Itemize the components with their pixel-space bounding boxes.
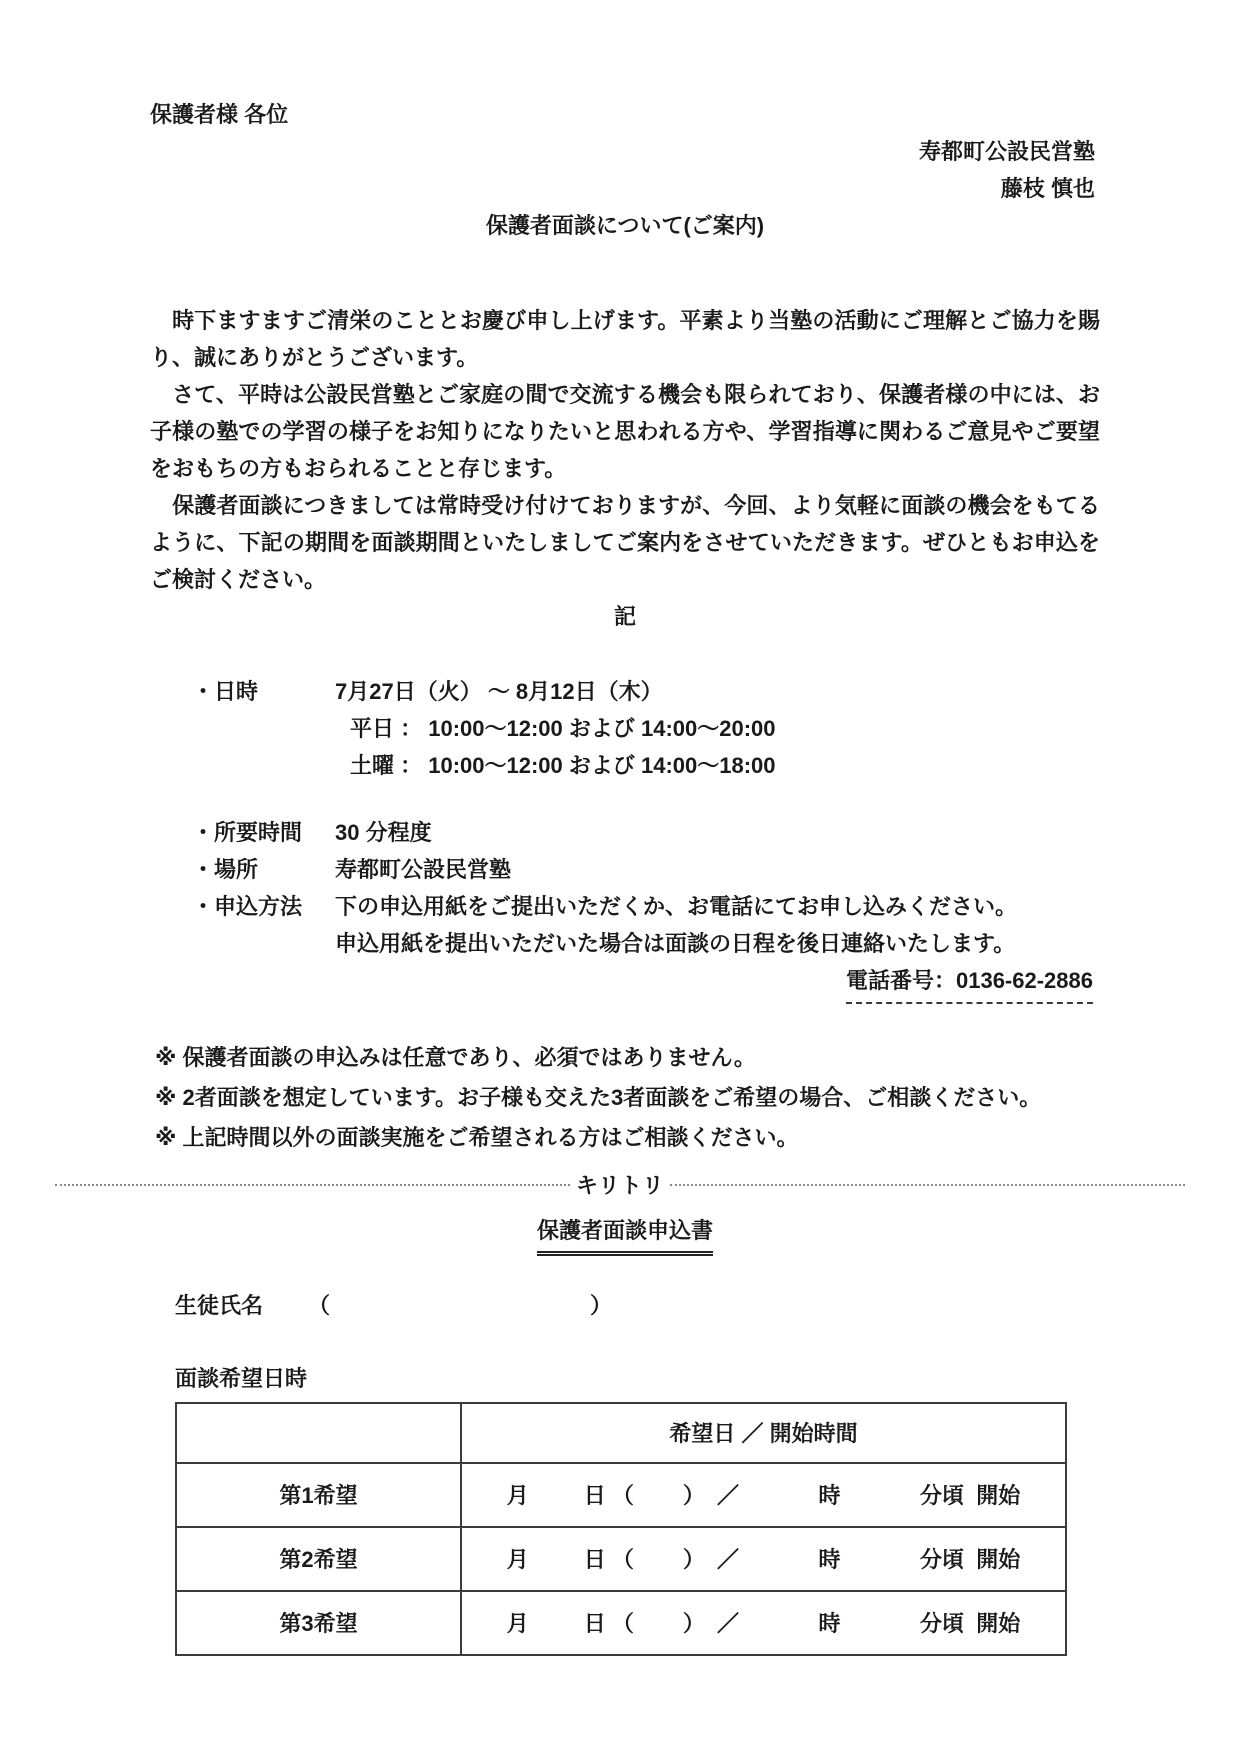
detail-row-saturday-hours	[192, 747, 1100, 784]
form-title: 保護者面談申込書	[537, 1212, 713, 1256]
detail-value: 下の申込用紙をご提出いただくか、お電話にてお申し込みください。	[335, 894, 1018, 919]
table-header-cell: 希望日 ／ 開始時間	[461, 1403, 1066, 1463]
cut-line-left-rule	[55, 1184, 570, 1186]
detail-label	[192, 925, 335, 962]
table-row-first-choice	[176, 1463, 1066, 1527]
row-label: 第1希望	[176, 1463, 461, 1527]
detail-value: 平日 ： 10:00～12:00 および 14:00～20:00	[350, 716, 776, 741]
detail-label	[192, 747, 335, 784]
spacer	[150, 1004, 1100, 1038]
row-blank-schedule: 月 日 （ ） ／ 時 分頃 開始	[461, 1463, 1066, 1527]
document-title: 保護者面談について(ご案内)	[485, 213, 765, 238]
cut-line-right-rule	[670, 1184, 1185, 1186]
note-two-party: ※ 2者面談を想定しています。お子様も交えた3者面談をご希望の場合、ご相談ください。	[155, 1085, 1042, 1110]
student-name-row	[175, 1287, 1100, 1324]
detail-value: 寿都町公設民営塾	[335, 857, 512, 882]
spacer	[150, 1324, 1100, 1360]
table-row-third-choice	[176, 1591, 1066, 1655]
ki-marker: 記	[613, 604, 636, 629]
detail-row-application-method	[192, 888, 1100, 925]
detail-value: 土曜 ： 10:00～12:00 および 14:00～18:00	[350, 753, 776, 778]
recipient-line: 保護者様 各位	[150, 102, 289, 127]
detail-label: ・日時	[192, 679, 259, 704]
student-name-close-paren: ）	[590, 1293, 613, 1318]
row-blank-schedule: 月 日 （ ） ／ 時 分頃 開始	[461, 1591, 1066, 1655]
sender-org: 寿都町公設民営塾	[918, 139, 1095, 164]
table-header-row	[176, 1403, 1066, 1463]
spacer	[150, 635, 1100, 673]
note-other-times: ※ 上記時間以外の面談実施をご希望される方はご相談ください。	[155, 1125, 799, 1150]
paragraph-greeting: 時下ますますご清栄のこととお慶び申し上げます。平素より当塾の活動にご理解とご協力を賜り、誠にありがとうございます。	[150, 308, 1100, 370]
detail-row-place	[192, 851, 1100, 888]
spacer	[150, 1204, 1100, 1212]
detail-value: 30 分程度	[335, 820, 432, 845]
paragraph-context: さて、平時は公設民営塾とご家庭の間で交流する機会も限られており、保護者様の中には、お子様の塾での学習の様子をお知りになりたいと思われる方や、学習指導に関わるご意見やご要望をおもちの方もおられることと存じます。	[150, 382, 1100, 481]
details-list	[192, 673, 1100, 962]
detail-label	[192, 710, 335, 747]
student-name-label: 生徒氏名	[175, 1293, 264, 1318]
detail-label: ・所要時間	[192, 820, 303, 845]
note-optional: ※ 保護者面談の申込みは任意であり、必須ではありません。	[155, 1045, 756, 1070]
detail-row-duration	[192, 814, 1100, 851]
detail-value: 申込用紙を提出いただいた場合は面談の日程を後日連絡いたします。	[335, 931, 1016, 956]
phone-number: 電話番号：0136-62-2886	[846, 962, 1093, 1004]
detail-label: ・場所	[192, 857, 259, 882]
table-header-empty-cell	[176, 1403, 461, 1463]
row-label: 第3希望	[176, 1591, 461, 1655]
table-row-second-choice	[176, 1527, 1066, 1591]
spacer	[150, 244, 1100, 302]
phone-line	[150, 962, 1093, 1004]
paragraph-invitation: 保護者面談につきましては常時受け付けておりますが、今回、より気軽に面談の機会をもてるように、下記の期間を面談期間といたしましてご案内をさせていただきます。ぜひともお申込をご検討ください。	[150, 493, 1100, 592]
spacer	[150, 1257, 1100, 1287]
spacer	[192, 784, 1100, 814]
schedule-table	[175, 1402, 1067, 1656]
form-title-row	[150, 1212, 1100, 1257]
schedule-heading: 面談希望日時	[175, 1366, 308, 1391]
detail-label: ・申込方法	[192, 894, 303, 919]
detail-value: 7月27日（火） ～ 8月12日（木）	[335, 679, 663, 704]
row-label: 第2希望	[176, 1527, 461, 1591]
detail-row-datetime	[192, 673, 1100, 710]
detail-row-weekday-hours	[192, 710, 1100, 747]
detail-row-application-note	[192, 925, 1100, 962]
sender-name: 藤枝 慎也	[1000, 176, 1095, 201]
spacer	[150, 1158, 1100, 1166]
cut-line	[55, 1166, 1185, 1204]
notes-list	[155, 1038, 1100, 1158]
row-blank-schedule: 月 日 （ ） ／ 時 分頃 開始	[461, 1527, 1066, 1591]
cut-line-label: キリトリ	[576, 1172, 665, 1198]
student-name-open-paren: （	[308, 1293, 331, 1318]
